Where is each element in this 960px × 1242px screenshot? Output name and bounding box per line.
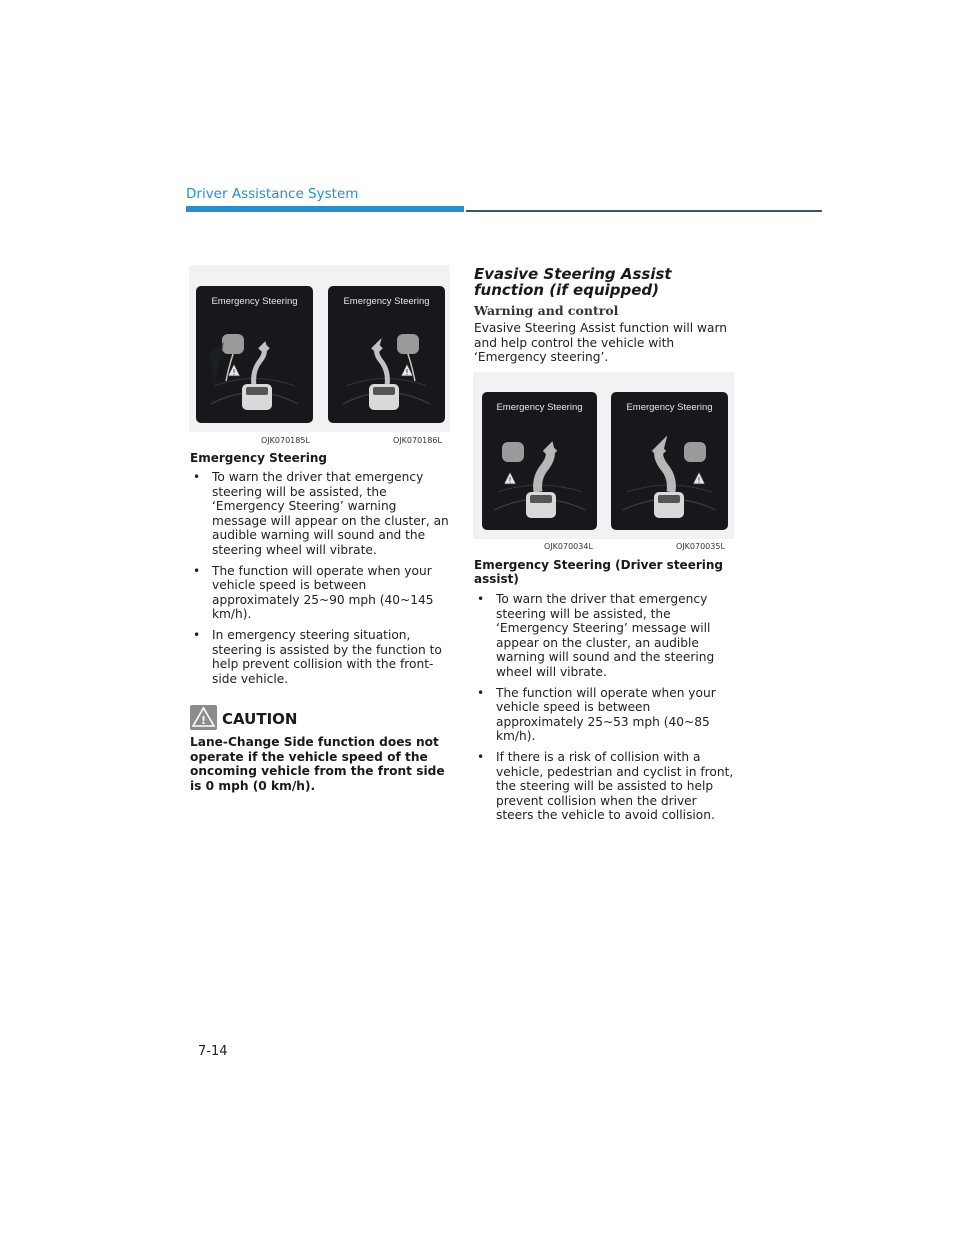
bullet: • (477, 592, 485, 606)
bullet: • (193, 627, 201, 642)
screen-title: Emergency Steering (343, 296, 430, 307)
page-number: 7-14 (198, 1044, 228, 1059)
figure-code: OJK070034L (544, 542, 593, 551)
header-bar-accent (186, 206, 464, 212)
figure-code: OJK070186L (393, 436, 442, 445)
list-item (190, 628, 455, 686)
cluster-screen (611, 392, 728, 530)
screen-title: Emergency Steering (626, 402, 713, 413)
svg-text:!: ! (697, 476, 701, 485)
figure-code: OJK070035L (676, 542, 725, 551)
list-item (474, 592, 736, 680)
bullet: • (193, 470, 201, 484)
bullet-text: The function will operate when your vehicle speed is between approximately 25~53 mph (40~85 km/h). (496, 685, 716, 744)
svg-text:!: ! (200, 714, 207, 727)
figure-right-pair (473, 372, 734, 551)
list-item (474, 686, 736, 744)
bullet: • (477, 749, 485, 764)
figure-left-pair (189, 265, 450, 445)
header-bar-rule (466, 210, 822, 212)
intro-paragraph: Evasive Steering Assist function will warn and help control the vehicle with ‘Emergency steering’. (474, 321, 727, 365)
list-item (474, 750, 736, 823)
svg-text:!: ! (405, 368, 409, 377)
subheading-warning-control: Warning and control (474, 303, 619, 318)
emergency-steering-illustration-right (328, 286, 445, 423)
figure-code: OJK070185L (261, 436, 310, 445)
bullet-text: If there is a risk of collision with a vehicle, pedestrian and cyclist in front, the steering will be assisted to help prevent collision when the driver steers the vehicle to avoid collision. (496, 749, 734, 823)
bullet: • (477, 685, 485, 700)
list-item (190, 564, 455, 622)
subheading-emergency-steering: Emergency Steering (190, 451, 327, 465)
section-title: Driver Assistance System (186, 186, 359, 202)
svg-text:!: ! (508, 476, 512, 485)
bullet-text: To warn the driver that emergency steering will be assisted, the ‘Emergency Steering’ message will appear on the cluster, an audible warning will sound and the steering wheel will vibrate. (496, 592, 715, 679)
emergency-steering-illustration-left (196, 286, 313, 423)
bullet-text: In emergency steering situation, steering is assisted by the function to help prevent collision with the front-side vehicle. (212, 627, 442, 686)
cluster-screen (196, 286, 313, 423)
screen-title: Emergency Steering (496, 402, 583, 413)
cluster-screen (328, 286, 445, 423)
caution-label: CAUTION (222, 710, 298, 728)
list-item (190, 470, 455, 558)
right-bullet-list (474, 592, 736, 829)
figure-caption: Emergency Steering (Driver steering assist) (474, 558, 723, 586)
section-heading: Evasive Steering Assist function (if equipped) (474, 265, 672, 299)
svg-text:!: ! (232, 368, 236, 377)
bullet-text: The function will operate when your vehicle speed is between approximately 25~90 mph (40~145 km/h). (212, 563, 434, 622)
driver-steering-assist-illustration-right (611, 392, 728, 530)
driver-steering-assist-illustration-left (482, 392, 597, 530)
warning-triangle-icon (190, 705, 217, 730)
left-bullet-list (190, 470, 455, 692)
screen-title: Emergency Steering (211, 296, 298, 307)
bullet-text: To warn the driver that emergency steering will be assisted, the ‘Emergency Steering’ warning message will appear on the cluster, an audible warning will sound and the steering wheel will vibrate. (212, 470, 449, 557)
cluster-screen (482, 392, 597, 530)
bullet: • (193, 563, 201, 578)
caution-text: Lane-Change Side function does not operate if the vehicle speed of the oncoming vehicle from the front side is 0 mph (0 km/h). (190, 735, 445, 793)
